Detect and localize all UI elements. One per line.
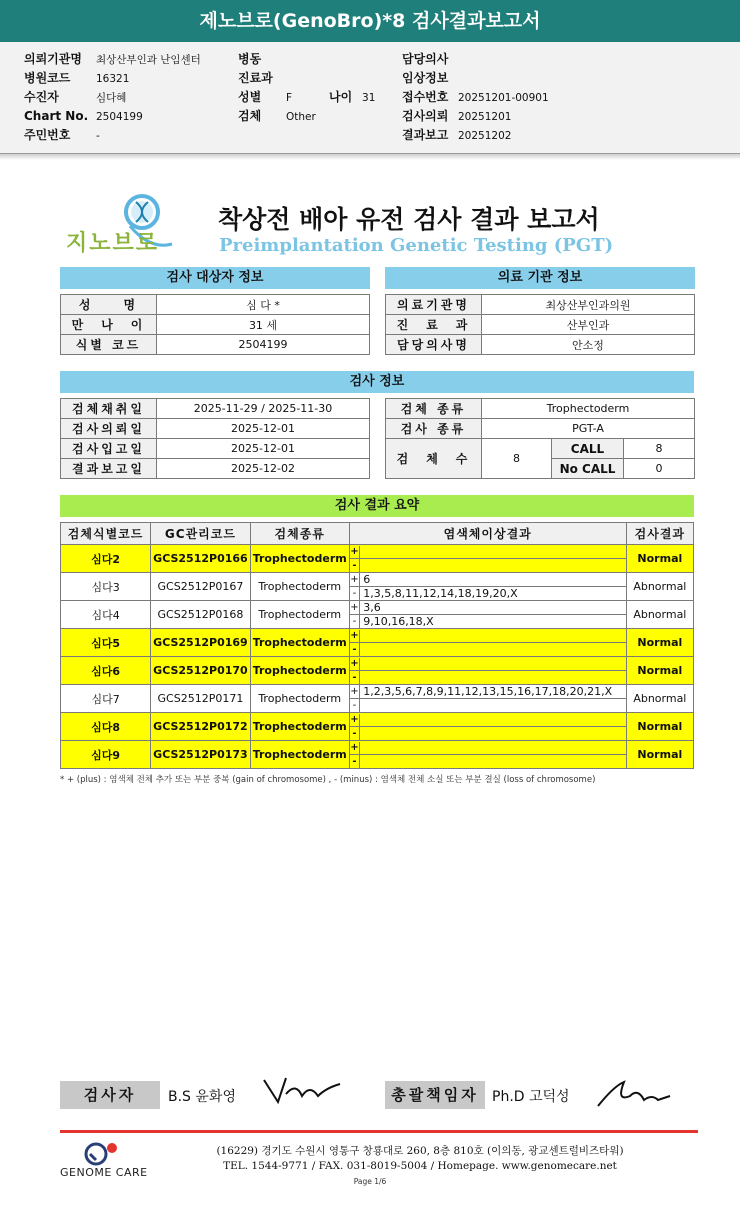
header-field: 병동	[238, 52, 262, 66]
chromosome-result-cell: + 3,6 - 9,10,16,18,X	[349, 601, 626, 629]
summary-section-title: 검사 결과 요약	[60, 495, 694, 517]
info-row: 의료기관명 최상산부인과의원	[386, 295, 695, 315]
institution-table	[385, 294, 695, 355]
header-col-2	[238, 50, 316, 126]
header-field: 병원코드 16321	[24, 71, 130, 85]
director-name: Ph.D 고덕성	[492, 1089, 570, 1105]
chromosome-result-cell: + -	[349, 545, 626, 573]
header-field: 임상정보	[402, 71, 449, 85]
chromosome-result-cell: + -	[349, 657, 626, 685]
chromosome-result-cell: + 6 - 1,3,5,8,11,12,14,18,19,20,X	[349, 573, 626, 601]
test-result-value: Normal	[626, 713, 693, 741]
test-result-value: Abnormal	[626, 601, 693, 629]
results-table	[60, 522, 694, 769]
test-dates-table	[60, 398, 370, 479]
info-row: 검사의뢰일 2025-12-01	[61, 419, 370, 439]
header-field: 결과보고 20251202	[402, 128, 512, 142]
genobro-logo: 지노브로	[60, 192, 180, 254]
results-column-header: 검체식별코드	[61, 523, 151, 545]
test-result-value: Normal	[626, 657, 693, 685]
info-row: 성 명 심 다 *	[61, 295, 370, 315]
footnote: * + (plus) : 염색체 전체 추가 또는 부분 중복 (gain of chromosome) , - (minus) : 염색체 전체 소실 또는 부분 결실 (loss of chromosome)	[60, 775, 596, 785]
header-field: 진료과	[238, 71, 273, 85]
header-age: 나이 31	[329, 90, 376, 104]
table-row: 심다2 GCS2512P0166 Trophectoderm + - Normal	[61, 545, 694, 573]
test-result-value: Abnormal	[626, 573, 693, 601]
chromosome-result-cell: + -	[349, 741, 626, 769]
footer-divider	[60, 1130, 698, 1133]
results-column-header: 검사결과	[626, 523, 693, 545]
chromosome-result-cell: + -	[349, 629, 626, 657]
header-field: 접수번호 20251201-00901	[402, 90, 549, 104]
header-field: 수진자 심다혜	[24, 90, 127, 104]
info-row: 결과보고일 2025-12-02	[61, 459, 370, 479]
test-section-title: 검사 정보	[60, 371, 694, 393]
test-result-value: Normal	[626, 545, 693, 573]
chromosome-result-cell: + 1,2,3,5,6,7,8,9,11,12,13,15,16,17,18,20,21,X -	[349, 685, 626, 713]
header-field: 검사의뢰 20251201	[402, 109, 512, 123]
header-field: 검체 Other	[238, 109, 316, 123]
test-result-value: Abnormal	[626, 685, 693, 713]
page-number: Page 1/6	[353, 1177, 387, 1186]
info-row: 만 나 이 31 세	[61, 315, 370, 335]
patient-header	[0, 42, 740, 154]
subject-table	[60, 294, 370, 355]
test-result-value: Normal	[626, 629, 693, 657]
table-row: 심다9 GCS2512P0173 Trophectoderm + - Normal	[61, 741, 694, 769]
header-col-3	[402, 50, 549, 145]
report-title-english: Preimplantation Genetic Testing (PGT)	[219, 235, 614, 256]
table-row: 심다3 GCS2512P0167 Trophectoderm + 6 - 1,3,5,8,11,12,14,18,19,20,X Abnormal	[61, 573, 694, 601]
info-row: 식별 코드 2504199	[61, 335, 370, 355]
chromosome-result-cell: + -	[349, 713, 626, 741]
director-signature-icon	[594, 1076, 674, 1110]
header-shadow	[0, 154, 740, 160]
tester-label: 검사자	[60, 1081, 160, 1109]
test-specimen-table: 검체 종류 Trophectoderm 검사 종류 PGT-A 검 체 수 8 CALL 8 No CALL 0	[385, 398, 695, 479]
test-result-value: Normal	[626, 741, 693, 769]
company-name: GENOME CARE	[60, 1166, 148, 1179]
report-title-korean: 착상전 배아 유전 검사 결과 보고서	[218, 205, 600, 234]
info-row: 진 료 과 산부인과	[386, 315, 695, 335]
table-row: 심다8 GCS2512P0172 Trophectoderm + - Normal	[61, 713, 694, 741]
info-row: 검체채취일 2025-11-29 / 2025-11-30	[61, 399, 370, 419]
header-field: 의뢰기관명 최상산부인과 난임센터	[24, 52, 201, 66]
tester-signature-icon	[262, 1074, 342, 1108]
company-address: (16229) 경기도 수원시 영통구 창룡대로 260, 8층 810호 (이의동, 광교센트럴비즈타워) TEL. 1544-9771 / FAX. 031-8019-5004 / Homepage. www.genomecare.net	[216, 1145, 624, 1172]
subject-section-title: 검사 대상자 정보	[60, 267, 370, 289]
table-row: 심다7 GCS2512P0171 Trophectoderm + 1,2,3,5,6,7,8,9,11,12,13,15,16,17,18,20,21,X - Abnormal	[61, 685, 694, 713]
header-field: Chart No. 2504199	[24, 109, 143, 123]
header-col-1	[24, 50, 201, 145]
institution-section-title: 의료 기관 정보	[385, 267, 695, 289]
results-column-header: 검체종류	[250, 523, 349, 545]
table-row: 심다5 GCS2512P0169 Trophectoderm + - Normal	[61, 629, 694, 657]
table-row: 심다4 GCS2512P0168 Trophectoderm + 3,6 - 9,10,16,18,X Abnormal	[61, 601, 694, 629]
header-field: 주민번호 -	[24, 128, 100, 142]
header-field: 담당의사	[402, 52, 449, 66]
table-row: 심다6 GCS2512P0170 Trophectoderm + - Normal	[61, 657, 694, 685]
info-row: 담당의사명 안소정	[386, 335, 695, 355]
report-top-title: 제노브로(GenoBro)*8 검사결과보고서	[0, 0, 740, 42]
results-column-header: GC관리코드	[151, 523, 251, 545]
info-row: 검사입고일 2025-12-01	[61, 439, 370, 459]
header-field: 성별 F	[238, 90, 293, 104]
tester-name: B.S 윤화영	[168, 1089, 236, 1105]
results-column-header: 염색체이상결과	[349, 523, 626, 545]
director-label: 총괄책임자	[385, 1081, 485, 1109]
